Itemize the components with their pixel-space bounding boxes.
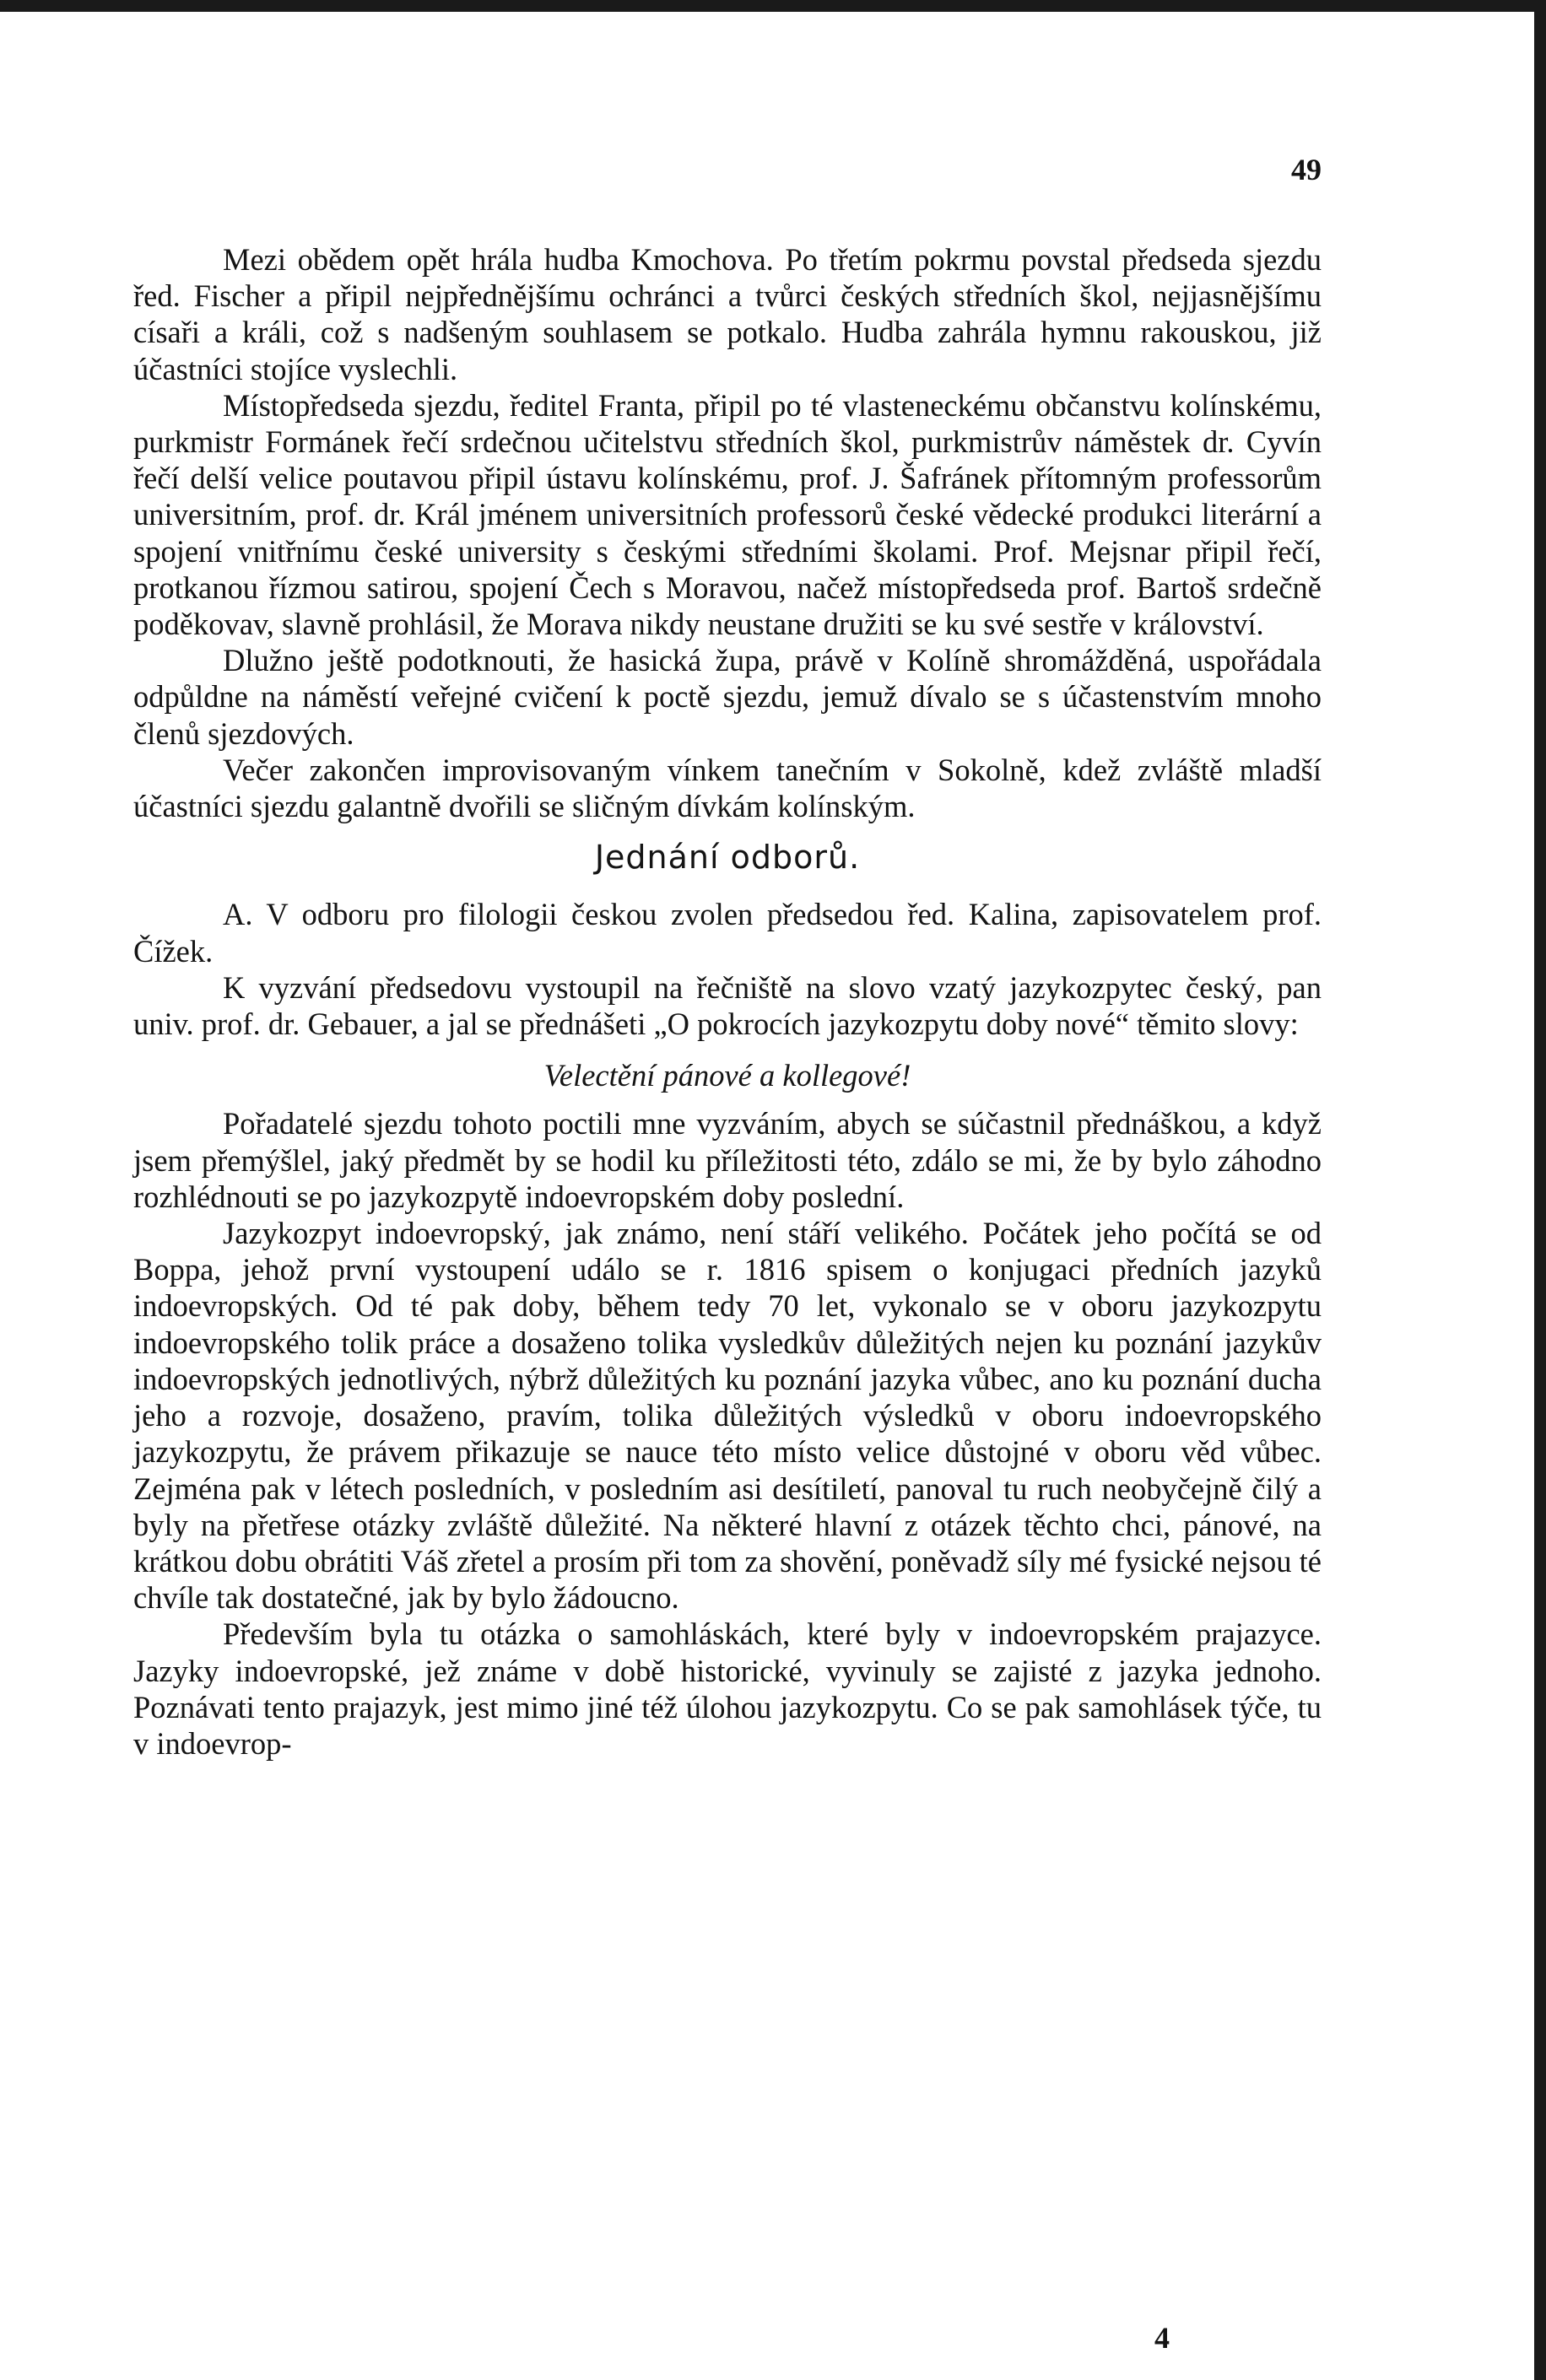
salutation: Velectění pánové a kollegové!: [543, 1058, 911, 1093]
body-text: [133, 241, 1322, 1762]
scan-border-top: [0, 0, 1546, 12]
section-heading: Jednání odborů.: [594, 839, 861, 877]
paragraph: Pořadatelé sjezdu tohoto poctili mne vyzváním, abych se súčastnil přednáškou, a když jsem přemýšlel, jaký předmět by se hodil ku příležitosti této, zdálo se mi, že by bylo záhodno rozhlédnouti se po jazykozpytě indoevropském doby poslední.: [133, 1106, 1322, 1214]
paragraph: Dlužno ještě podotknouti, že hasická župa, právě v Kolíně shromážděná, uspořádala odpůldne na náměstí veřejné cvičení k poctě sjezdu, jemuž dívalo se s účastenstvím mnoho členů sjezdových.: [133, 643, 1322, 751]
paragraph: Večer zakončen improvisovaným vínkem tanečním v Sokolně, kdež zvláště mladší účastníci sjezdu galantně dvořili se sličným dívkám kolínským.: [133, 752, 1322, 824]
paragraph: Místopředseda sjezdu, ředitel Franta, připil po té vlasteneckému občanstvu kolínskému, purkmistr Formánek řečí srdečnou učitelstvu středních škol, purkmistrův náměstek dr. Cyvín řečí delší velice poutavou připil ústavu kolínskému, prof. J. Šafránek přítomným professorům universitním, prof. dr. Král jménem universitních professorů české vědecké produkci literární a spojení vnitřnímu české university s českými středními školami. Prof. Mejsnar připil řečí, protkanou řízmou satirou, spojení Čech s Moravou, načež místopředseda prof. Bartoš srdečně poděkovav, slavně prohlásil, že Morava nikdy neustane družiti se ku své sestře v království.: [133, 387, 1322, 642]
page-number: 49: [1291, 153, 1322, 186]
paragraph: Mezi obědem opět hrála hudba Kmochova. Po třetím pokrmu povstal předseda sjezdu řed. Fischer a připil nejpřednějšímu ochránci a tvůrci českých středních škol, nejjasnějšímu císaři a králi, což s nadšeným souhlasem se potkalo. Hudba zahrála hymnu rakouskou, již účastníci stojíce vyslechli.: [133, 242, 1322, 386]
scan-border-right: [1534, 0, 1546, 2380]
paragraph: A. V odboru pro filologii českou zvolen předsedou řed. Kalina, zapisovatelem prof. Čížek.: [133, 897, 1322, 969]
paragraph: Jazykozpyt indoevropský, jak známo, není stáří velikého. Počátek jeho počítá se od Boppa, jehož první vystoupení událo se r. 1816 spisem o konjugaci předních jazyků indoevropských. Od té pak doby, během tedy 70 let, vykonalo se v oboru jazykozpytu indoevropského tolik práce a dosaženo tolika vysledkův důležitých nejen ku poznání jazykův indoevropských jednotlivých, nýbrž důležitých ku poznání jazyka vůbec, ano ku poznání ducha jeho a rozvoje, dosaženo, pravím, tolika důležitých výsledků v oboru indoevropského jazykozpytu, že právem přikazuje se nauce této místo velice důstojné v oboru věd vůbec. Zejména pak v létech posledních, v posledním asi desítiletí, panoval tu ruch neobyčejně čilý a byly na přetřese otázky zvláště důležité. Na některé hlavní z otázek těchto chci, pánové, na krátkou dobu obrátiti Váš zřetel a prosím při tom za shovění, poněvadž síly mé fysické nejsou té chvíle tak dostatečné, jak by bylo žádoucno.: [133, 1216, 1322, 1616]
signature-mark: 4: [1154, 2321, 1170, 2355]
paragraph: K vyzvání předsedovu vystoupil na řečniště na slovo vzatý jazykozpytec český, pan univ. prof. dr. Gebauer, a jal se přednášeti „O pokrocích jazykozpytu doby nové“ těmito slovy:: [133, 969, 1322, 1042]
paragraph: Především byla tu otázka o samohláskách, které byly v indoevropském prajazyce. Jazyky indoevropské, jež známe v době historické, vyvinuly se zajisté z jazyka jednoho. Poznávati tento prajazyk, jest mimo jiné též úlohou jazykozpytu. Co se pak samohlásek týče, tu v indoevrop-: [133, 1616, 1322, 1761]
